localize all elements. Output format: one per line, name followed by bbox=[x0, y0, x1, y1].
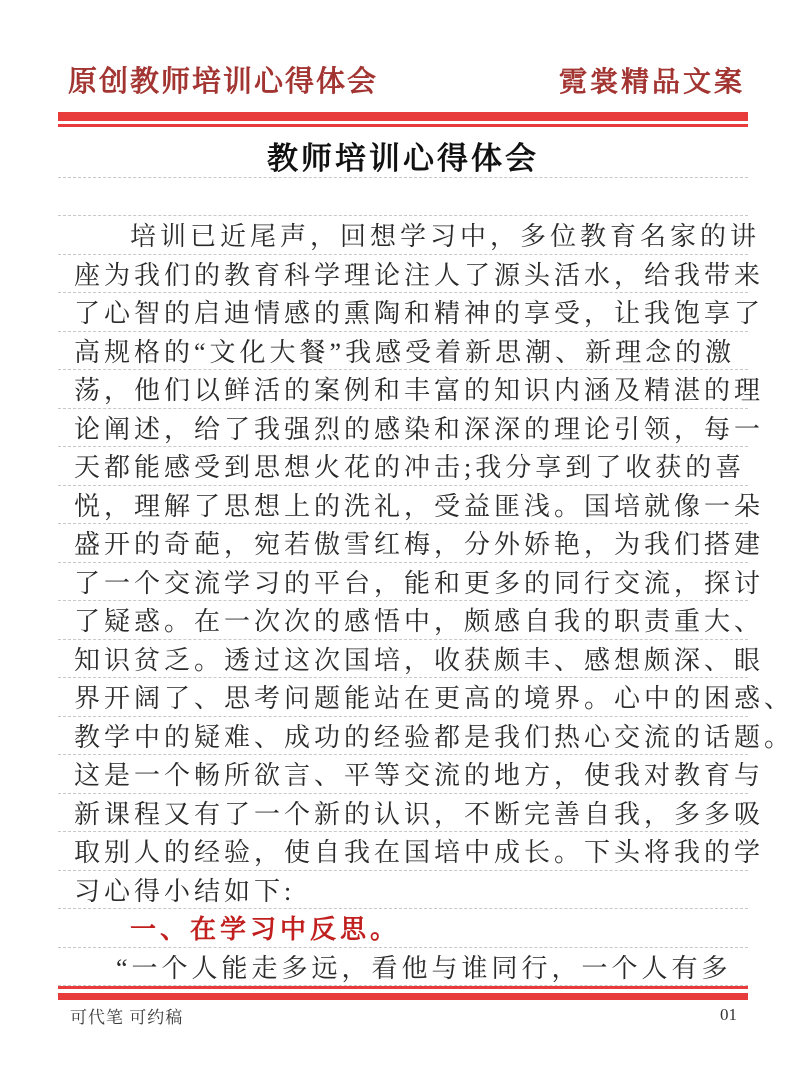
header-rule-thin bbox=[58, 124, 748, 127]
body-text-line: 培训已近尾声，回想学习中，多位教育名家的讲 bbox=[58, 216, 748, 255]
body-text-line: 了一个交流学习的平台，能和更多的同行交流，探讨 bbox=[58, 563, 748, 602]
body-text-line: 了疑惑。在一次次的感悟中，颇感自我的职责重大、 bbox=[58, 601, 748, 640]
body-text-line: 论阐述，给了我强烈的感染和深深的理论引领，每一 bbox=[58, 409, 748, 448]
body-text-line: “一个人能走多远，看他与谁同行，一个人有多 bbox=[58, 948, 748, 987]
ruled-sheet bbox=[58, 139, 795, 986]
body-text-line: 新课程又有了一个新的认识，不断完善自我，多多吸 bbox=[58, 794, 748, 833]
body-text-line: 悦，理解了思想上的洗礼，受益匪浅。国培就像一朵 bbox=[58, 486, 748, 525]
footer-page-number: 01 bbox=[720, 1005, 737, 1024]
footer-rule-thick bbox=[58, 993, 748, 1000]
body-text-line: 取别人的经验，使自我在国培中成长。下头将我的学 bbox=[58, 832, 748, 871]
body-text-line: 界开阔了、思考问题能站在更高的境界。心中的困惑、 bbox=[58, 678, 748, 717]
body-text-line: 这是一个畅所欲言、平等交流的地方，使我对教育与 bbox=[58, 755, 748, 794]
body-text-line: 一、在学习中反思。 bbox=[58, 909, 748, 948]
header-rule-thick bbox=[58, 112, 748, 121]
body-text-line: 教学中的疑难、成功的经验都是我们热心交流的话题。 bbox=[58, 717, 748, 756]
footer-rule-thin bbox=[58, 986, 748, 989]
body-text-block bbox=[58, 216, 795, 986]
body-text-line: 天都能感受到思想火花的冲击;我分享到了收获的喜 bbox=[58, 447, 748, 486]
body-text-line: 座为我们的教育科学理论注人了源头活水，给我带来 bbox=[58, 255, 748, 294]
page-header bbox=[68, 62, 745, 100]
footer-services-note: 可代笔 可约稿 bbox=[70, 1007, 184, 1027]
blank-ruled-line bbox=[58, 178, 748, 217]
header-original-title: 原创教师培训心得体会 bbox=[68, 66, 379, 98]
header-brand-watermark: 霓裳精品文案 bbox=[558, 67, 745, 98]
document-title: 教师培训心得体会 bbox=[58, 139, 748, 178]
body-text-line: 高规格的“文化大餐”我感受着新思潮、新理念的激 bbox=[58, 332, 748, 371]
body-text-line: 荡，他们以鲜活的案例和丰富的知识内涵及精湛的理 bbox=[58, 370, 748, 409]
body-text-line: 盛开的奇葩，宛若傲雪红梅，分外娇艳，为我们搭建 bbox=[58, 524, 748, 563]
body-text-line: 了心智的启迪情感的熏陶和精神的享受，让我饱享了 bbox=[58, 293, 748, 332]
body-text-line: 习心得小结如下: bbox=[58, 871, 748, 910]
body-text-line: 知识贫乏。透过这次国培，收获颇丰、感想颇深、眼 bbox=[58, 640, 748, 679]
page-footer bbox=[70, 1003, 737, 1027]
